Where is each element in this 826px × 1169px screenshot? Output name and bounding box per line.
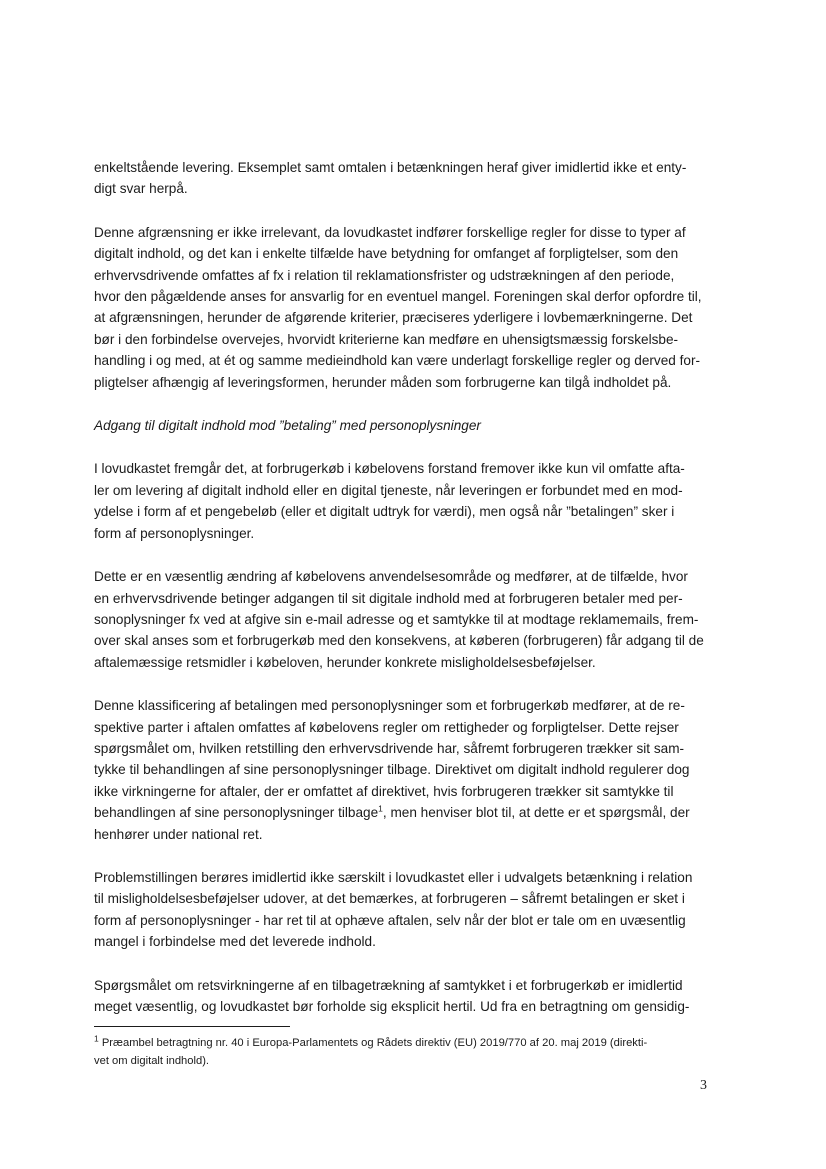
footnote-mark: 1	[94, 1033, 99, 1044]
text-line: form af personoplysninger.	[94, 525, 255, 541]
text-line: til misligholdelsesbeføjelser udover, at det bemærkes, at forbrugeren – såfremt betalingen er sket i	[94, 891, 685, 907]
text-line: ler om levering af digitalt indhold eller en digital tjeneste, når leveringen er forbundet med en mod-	[94, 482, 683, 498]
text-line: at afgrænsningen, herunder de afgørende kriterier, præciseres yderligere i lovbemærkningerne. Det	[94, 310, 693, 326]
text-line: digitalt indhold, og det kan i enkelte tilfælde have betydning for omfanget af forpligtelser, som den	[94, 246, 679, 262]
text-line: sonoplysninger fx ved at afgive sin e-mail adresse og et samtykke til at modtage reklamemails, frem-	[94, 611, 699, 627]
text-line: spørgsmålet om, hvilken retstilling den erhvervsdrivende har, såfremt forbrugeren trækker sit sam-	[94, 740, 685, 756]
text-segment: , men henviser blot til, at dette er et spørgsmål, der	[382, 805, 690, 821]
text-line: spektive parter i aftalen omfattes af købelovens regler om rettigheder og forpligtelser. Dette rejser	[94, 719, 679, 735]
text-line: bør i den forbindelse overvejes, hvorvidt kriterierne kan medføre en uhensigtsmæssig forskelsbe-	[94, 331, 679, 347]
footnote-separator	[94, 1026, 290, 1027]
paragraph-2	[94, 222, 720, 393]
text-line: meget væsentlig, og lovudkastet bør forholde sig eksplicit hertil. Ud fra en betragtning om gensidig-	[94, 999, 690, 1014]
footnote-text: Præambel betragtning nr. 40 i Europa-Parlamentets og Rådets direktiv (EU) 2019/770 af 20. maj 2019 (direkti-	[98, 1037, 648, 1049]
paragraph-6	[94, 867, 720, 953]
footnote	[94, 1034, 724, 1070]
text-line: digt svar herpå.	[94, 181, 188, 197]
footnote-reference[interactable]: 1	[378, 803, 383, 814]
paragraph-5	[94, 695, 720, 845]
text-line: henhører under national ret.	[94, 826, 263, 842]
text-line: enkeltstående levering. Eksemplet samt omtalen i betænkningen heraf giver imidlertid ikke et enty-	[94, 160, 687, 175]
text-line: ydelse i form af et pengebeløb (eller et digitalt udtryk for værdi), men også når ”betalingen” sker i	[94, 504, 675, 520]
text-line: Denne afgrænsning er ikke irrelevant, da lovudkastet indfører forskellige regler for disse to typer af	[94, 224, 686, 240]
section-heading: Adgang til digitalt indhold mod ”betaling” med personoplysninger	[94, 418, 481, 434]
text-line: erhvervsdrivende omfattes af fx i relation til reklamationsfrister og udstrækningen af den periode,	[94, 267, 675, 283]
text-line: Problemstillingen berøres imidlertid ikke særskilt i lovudkastet eller i udvalgets betænkning i relation	[94, 869, 693, 885]
text-line: over skal anses som et forbrugerkøb med den konsekvens, at køberen (forbrugeren) får adgang til de	[94, 633, 704, 649]
text-line: hvor den pågældende anses for ansvarlig for en eventuel mangel. Foreningen skal derfor opfordre til,	[94, 289, 702, 305]
paragraph-7	[94, 975, 720, 1018]
text-line: Spørgsmålet om retsvirkningerne af en tilbagetrækning af samtykket i et forbrugerkøb er imidlertid	[94, 977, 683, 993]
text-line: pligtelser afhængig af leveringsformen, herunder måden som forbrugerne kan tilgå indholdet på.	[94, 374, 672, 390]
text-line: Dette er en væsentlig ændring af købelovens anvendelsesområde og medfører, at de tilfælde, hvor	[94, 569, 688, 585]
text-line-with-footnote	[94, 802, 720, 823]
footnote-line: vet om digitalt indhold).	[94, 1055, 210, 1067]
text-line: handling i og med, at ét og samme medieindhold kan være underlagt forskellige regler og derved for-	[94, 353, 701, 369]
text-line: aftalemæssige retsmidler i købeloven, herunder konkrete misligholdelsesbeføjelser.	[94, 654, 596, 670]
text-line: Denne klassificering af betalingen med personoplysninger som et forbrugerkøb medfører, at de re-	[94, 698, 685, 714]
text-line: form af personoplysninger - har ret til at ophæve aftalen, selv når der blot er tale om en uvæsentlig	[94, 912, 686, 928]
text-line: ikke virkningerne for aftaler, der er omfattet af direktivet, hvis forbrugeren trækker sit samtykke til	[94, 783, 674, 799]
text-line: mangel i forbindelse med det leverede indhold.	[94, 934, 376, 950]
text-line: en erhvervsdrivende betinger adgangen til sit digitale indhold med at forbrugeren betaler med per-	[94, 590, 683, 606]
text-line: I lovudkastet fremgår det, at forbrugerkøb i købelovens forstand fremover ikke kun vil omfatte afta-	[94, 461, 685, 477]
paragraph-1	[94, 157, 720, 200]
footnote-line	[94, 1034, 724, 1052]
body-text	[94, 157, 720, 1039]
text-segment: behandlingen af sine personoplysninger tilbage	[94, 805, 379, 821]
text-line: tykke til behandlingen af sine personoplysninger tilbage. Direktivet om digitalt indhold regulerer dog	[94, 762, 690, 778]
page-number: 3	[700, 1078, 707, 1093]
paragraph-3	[94, 458, 720, 544]
paragraph-4	[94, 566, 720, 673]
